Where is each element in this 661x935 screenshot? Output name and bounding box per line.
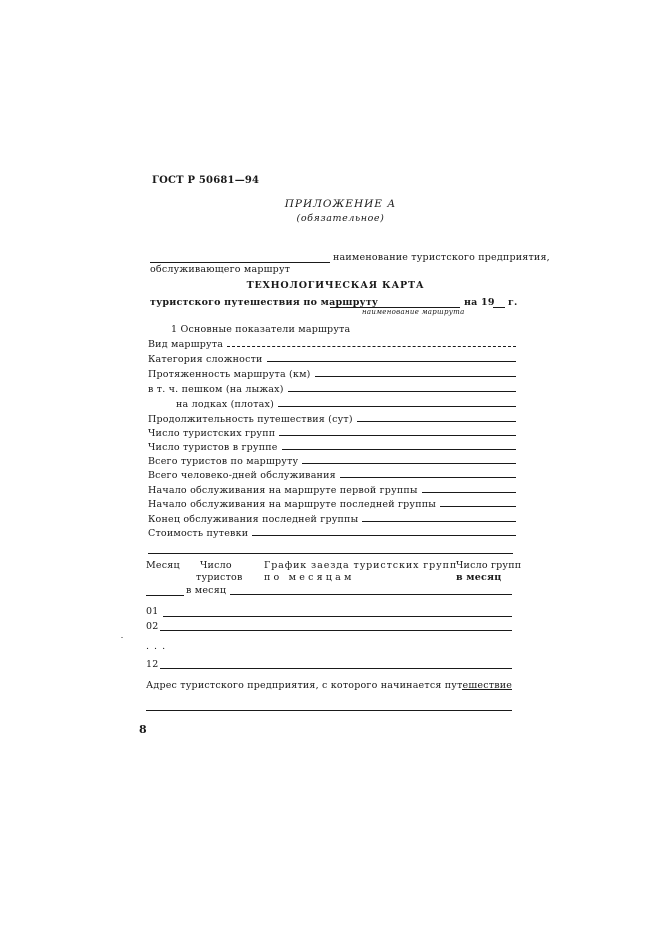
col-tourists-3: в месяц [186,585,227,596]
col-groups-2: в месяц [456,572,502,583]
field-blank[interactable] [278,406,516,407]
field-label: Стоимость путевки [148,528,249,539]
annex-title: ПРИЛОЖЕНИЕ А [284,198,397,210]
field-label: Конец обслуживания последней группы [148,514,359,525]
month-row-label: 12 [146,659,159,670]
field-label: Протяженность маршрута (км) [148,369,311,380]
field-total-tourists[interactable] [148,453,516,467]
field-label: на лодках (плотах) [176,399,274,410]
field-first-group-start[interactable] [148,482,516,496]
field-last-group-start[interactable] [148,496,516,510]
field-blank[interactable] [252,535,516,536]
field-blank[interactable] [279,435,516,436]
field-blank[interactable] [267,361,516,362]
field-label: Число туристских групп [148,428,276,439]
page-number: 8 [139,723,147,736]
col-tourists-1: Число [200,560,232,571]
field-label: Начало обслуживания на маршруте первой группы [148,485,418,496]
col-groups-1: Число групп [456,560,522,571]
field-duration[interactable] [148,411,516,425]
route-caption: наименование маршрута [362,308,465,316]
field-blank[interactable] [340,477,516,478]
field-route-type[interactable] [148,336,516,350]
col-tourists-2: туристов [196,572,243,583]
annex-status: (обязательное) [296,213,385,224]
field-blank[interactable] [422,492,516,493]
field-person-days[interactable] [148,467,516,481]
month-row-ellipsis: . . . [146,641,167,652]
enterprise-blank[interactable] [150,262,330,263]
field-by-boat[interactable] [176,396,516,410]
year-blank[interactable] [493,307,505,308]
month-row-blank[interactable] [160,668,512,669]
tourists-header-blank [146,595,184,596]
field-blank[interactable] [288,391,516,392]
address-blank[interactable] [462,689,512,690]
field-label: Начало обслуживания на маршруте последней группы [148,499,437,510]
month-row-blank[interactable] [163,616,512,617]
field-label: Категория сложности [148,354,263,365]
enterprise-label-1: наименование туристского предприятия, [333,252,550,263]
field-label: Число туристов в группе [148,442,278,453]
field-voucher-cost[interactable] [148,525,516,539]
field-last-group-end[interactable] [148,511,516,525]
month-row-label: 01 [146,606,159,617]
field-difficulty[interactable] [148,351,516,365]
field-blank[interactable] [440,506,516,507]
address-blank-line-2[interactable] [146,710,512,711]
col-month: Месяц [146,560,180,571]
month-row-blank[interactable] [160,630,512,631]
month-row-label: 02 [146,621,159,632]
col-schedule-2: по месяцам [264,572,355,583]
field-length[interactable] [148,366,516,380]
field-on-foot[interactable] [148,381,516,395]
field-blank[interactable] [282,449,516,450]
table-top-rule [148,553,513,554]
card-subtitle: туристского путешествия по маршруту [150,297,379,308]
field-blank[interactable] [302,463,516,464]
field-label: Вид маршрута [148,339,224,350]
section-heading: 1 Основные показатели маршрута [171,324,351,335]
scan-speck [121,637,123,638]
field-blank[interactable] [315,376,516,377]
field-blank[interactable] [227,346,516,347]
field-group-size[interactable] [148,439,516,453]
standard-code: ГОСТ Р 50681—94 [152,175,260,186]
col-schedule-1: График заезда туристских групп [264,560,458,571]
enterprise-label-2: обслуживающего маршрут [150,264,291,275]
field-label: Всего туристов по маршруту [148,456,299,467]
field-label: в т. ч. пешком (на лыжах) [148,384,284,395]
field-blank[interactable] [357,421,516,422]
year-prefix: на 19 [464,297,495,308]
field-blank[interactable] [362,521,516,522]
field-label: Продолжительность путешествия (сут) [148,414,353,425]
header-bottom-rule [230,594,512,595]
card-title: ТЕХНОЛОГИЧЕСКАЯ КАРТА [246,280,425,291]
address-label: Адрес туристского предприятия, с которого начинается путешествие [146,680,513,691]
year-suffix: г. [508,297,518,308]
field-label: Всего человеко-дней обслуживания [148,470,336,481]
field-group-count[interactable] [148,425,516,439]
